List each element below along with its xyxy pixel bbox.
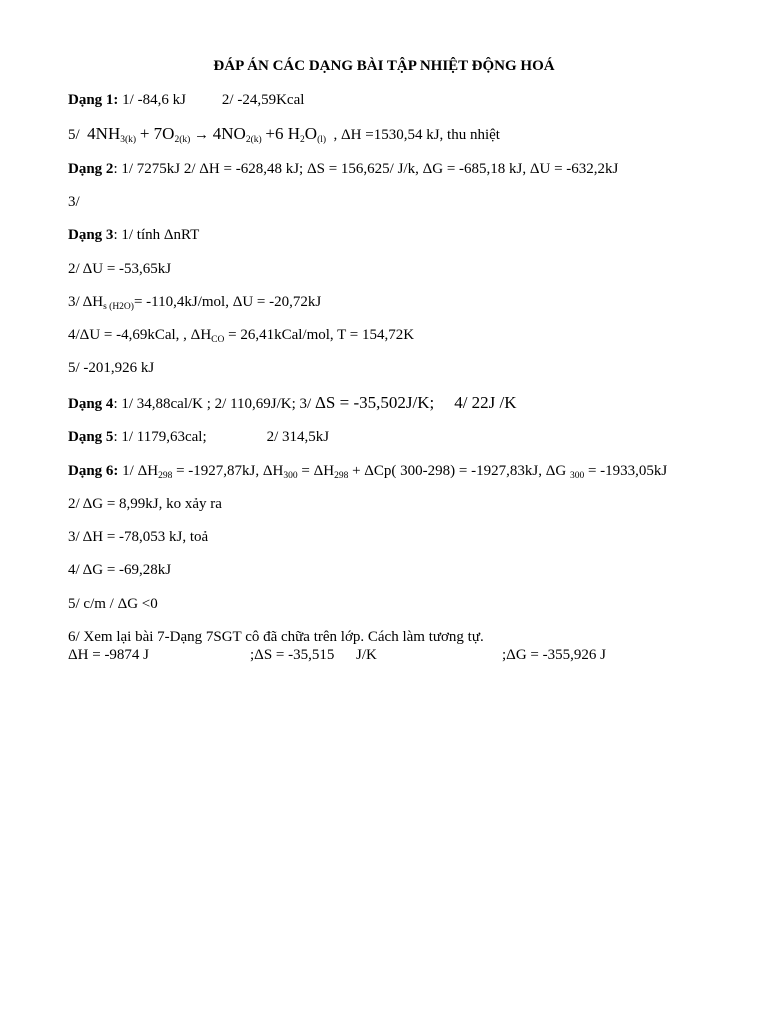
dang3-item2: 2/ ΔU = -53,65kJ	[68, 261, 172, 277]
reaction-arrow: →	[194, 127, 210, 143]
reaction-nh3: 4NH	[87, 124, 121, 143]
reaction-o2-state: 2(k)	[174, 135, 191, 145]
dang5-label: Dạng 5	[68, 429, 114, 445]
reaction-number: 5/	[68, 127, 80, 143]
dang6-text-1: 1/ ΔH	[118, 463, 159, 479]
final-delta-s-unit: J/K	[356, 647, 377, 663]
reaction-nh3-state: 3(k)	[120, 135, 137, 145]
dang3-label: Dạng 3	[68, 227, 114, 243]
dang6-item6: 6/ Xem lại bài 7-Dạng 7SGT cô đã chữa trên lớp. Cách làm tương tự.	[68, 629, 484, 645]
reaction-h2o-state: (l)	[317, 135, 327, 145]
dang3-item3-values: = -110,4kJ/mol, ΔU = -20,72kJ	[133, 294, 322, 310]
reaction-h-index: 2	[300, 135, 305, 145]
dang2-label: Dạng 2	[68, 161, 114, 177]
reaction-line	[68, 125, 500, 144]
dang6-item2: 2/ ΔG = 8,99kJ, ko xảy ra	[68, 496, 222, 512]
dang6-text-4: + ΔCp( 300-298) = -1927,83kJ, ΔG	[348, 463, 570, 479]
dang6-line	[68, 462, 667, 480]
dang4-answer-4: 4/ 22J /K	[454, 393, 517, 412]
dang4-label: Dạng 4	[68, 396, 114, 412]
dang4-answers: : 1/ 34,88cal/K ; 2/ 110,69J/K; 3/	[113, 396, 315, 412]
dang6-label: Dạng 6:	[68, 463, 119, 479]
dang6-text-2: = -1927,87kJ, ΔH	[172, 463, 284, 479]
dang5-answer-2: 2/ 314,5kJ	[266, 429, 330, 445]
dang6-sub-2: 300	[283, 471, 298, 481]
dang3-item3-text: 3/ ΔH	[68, 294, 104, 310]
dang6-item4: 4/ ΔG = -69,28kJ	[68, 562, 172, 578]
dang3-item5: 5/ -201,926 kJ	[68, 360, 155, 376]
dang2-line	[68, 160, 618, 178]
dang3-item3-subscript: s (H2O)	[103, 302, 134, 312]
dang3-item4-values: = 26,41kCal/mol, T = 154,72K	[224, 327, 415, 343]
dang2-item3: 3/	[68, 194, 80, 210]
dang2-answers: : 1/ 7275kJ 2/ ΔH = -628,48 kJ; ΔS = 156,625/ J/k, ΔG = -685,18 kJ, ΔU = -632,2kJ	[113, 161, 619, 177]
reaction-h: +6 H	[265, 124, 301, 143]
dang6-text-3: = ΔH	[297, 463, 335, 479]
dang6-text-5: = -1933,05kJ	[584, 463, 668, 479]
dang6-sub-1: 298	[158, 471, 173, 481]
final-delta-h: ΔH = -9874 J	[68, 647, 150, 663]
dang1-line	[68, 91, 304, 109]
dang1-label: Dạng 1:	[68, 92, 119, 108]
dang6-item3: 3/ ΔH = -78,053 kJ, toả	[68, 529, 209, 545]
dang6-item5: 5/ c/m / ΔG <0	[68, 596, 158, 612]
reaction-enthalpy: , ΔH =1530,54 kJ, thu nhiệt	[333, 127, 500, 143]
reaction-no2-state: 2(k)	[245, 135, 262, 145]
reaction-no2: 4NO	[212, 124, 246, 143]
dang5-answer-1: : 1/ 1179,63cal;	[113, 429, 207, 445]
reaction-o: O	[304, 124, 318, 143]
dang6-sub-4: 300	[569, 471, 585, 481]
dang3-line	[68, 226, 199, 244]
dang4-line	[68, 394, 517, 413]
dang6-sub-3: 298	[334, 471, 349, 481]
final-delta-s: ;ΔS = -35,515	[250, 647, 335, 663]
final-delta-g: ;ΔG = -355,926 J	[502, 647, 606, 663]
dang1-answer-2: 2/ -24,59Kcal	[221, 92, 305, 108]
dang3-answer-1: : 1/ tính ΔnRT	[113, 227, 200, 243]
dang3-item4	[68, 326, 414, 344]
reaction-o2: + 7O	[139, 124, 175, 143]
document-title: ĐÁP ÁN CÁC DẠNG BÀI TẬP NHIỆT ĐỘNG HOÁ	[213, 58, 555, 74]
dang3-item4-text: 4/ΔU = -4,69kCal, , ΔH	[68, 327, 212, 343]
dang4-answer-3: ΔS = -35,502J/K;	[314, 393, 435, 412]
dang1-answer-1: 1/ -84,6 kJ	[122, 92, 186, 108]
dang3-item3	[68, 293, 321, 311]
dang3-item4-subscript: CO	[211, 335, 225, 345]
dang5-line	[68, 428, 329, 446]
